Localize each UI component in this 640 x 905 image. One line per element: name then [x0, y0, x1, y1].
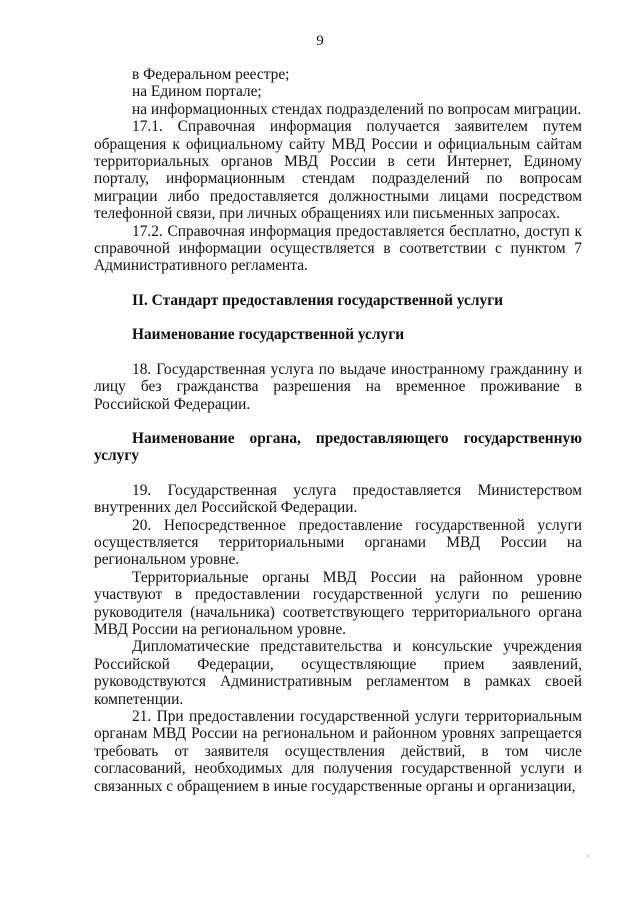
page-content — [94, 66, 582, 795]
page-number: 9 — [316, 33, 324, 49]
heading-service-name: Наименование государственной услуги — [132, 326, 405, 344]
list-item: на Едином портале; — [132, 83, 262, 101]
paragraph-21: 21. При предоставлении государственной услуги территориальным органам МВД России на региональном и районном уровнях запрещается требовать от заявителя осуществления действий, в том числе согласований, необходимых для получения государственной услуги и связанных с обращением в иные государственные органы и организации, — [94, 708, 582, 795]
spacer — [94, 344, 582, 361]
paragraph-20-territorial: Территориальные органы МВД России на районном уровне участвуют в предоставлении государственной услуги по решению руководителя (начальника) соответствующего территориального органа МВД России на региональном уровне. — [94, 568, 582, 638]
paragraph-17-2: 17.2. Справочная информация предоставляется бесплатно, доступ к справочной информации осуществляется в соответствии с пунктом 7 Административного регламента. — [94, 222, 582, 275]
spacer — [94, 309, 582, 326]
paragraph-18: 18. Государственная услуга по выдаче иностранному гражданину и лицу без гражданства разрешения на временное проживание в Российской Федерации. — [94, 360, 582, 413]
list-item: в Федеральном реестре; — [132, 66, 290, 83]
paragraph-20: 20. Непосредственное предоставление государственной услуги осуществляется территориальными органами МВД России на региональном уровне. — [94, 516, 582, 569]
section-title: II. Стандарт предоставления государственной услуги — [132, 291, 504, 309]
paragraph-17-1: 17.1. Справочная информация получается заявителем путем обращения к официальному сайту МВД России и официальным сайтам территориальных органов МВД России в сети Интернет, Единому порталу, информационным стендам подразделений по вопросам миграции либо предоставляется должностными лицами посредством телефонной связи, при личных обращениях или письменных запросах. — [94, 118, 582, 223]
spacer — [94, 465, 582, 482]
scan-speck — [587, 855, 589, 857]
spacer — [94, 275, 582, 292]
spacer — [94, 413, 582, 430]
heading-authority: Наименование органа, предоставляющего государственную услугу — [94, 429, 582, 465]
list-item: на информационных стендах подразделений по вопросам миграции. — [132, 100, 582, 118]
paragraph-19: 19. Государственная услуга предоставляется Министерством внутренних дел Российской Федерации. — [94, 481, 582, 517]
paragraph-20-diplomatic: Дипломатические представительства и консульские учреждения Российской Федерации, осуществляющие прием заявлений, руководствуются Административным регламентом в рамках своей компетенции. — [94, 638, 582, 708]
